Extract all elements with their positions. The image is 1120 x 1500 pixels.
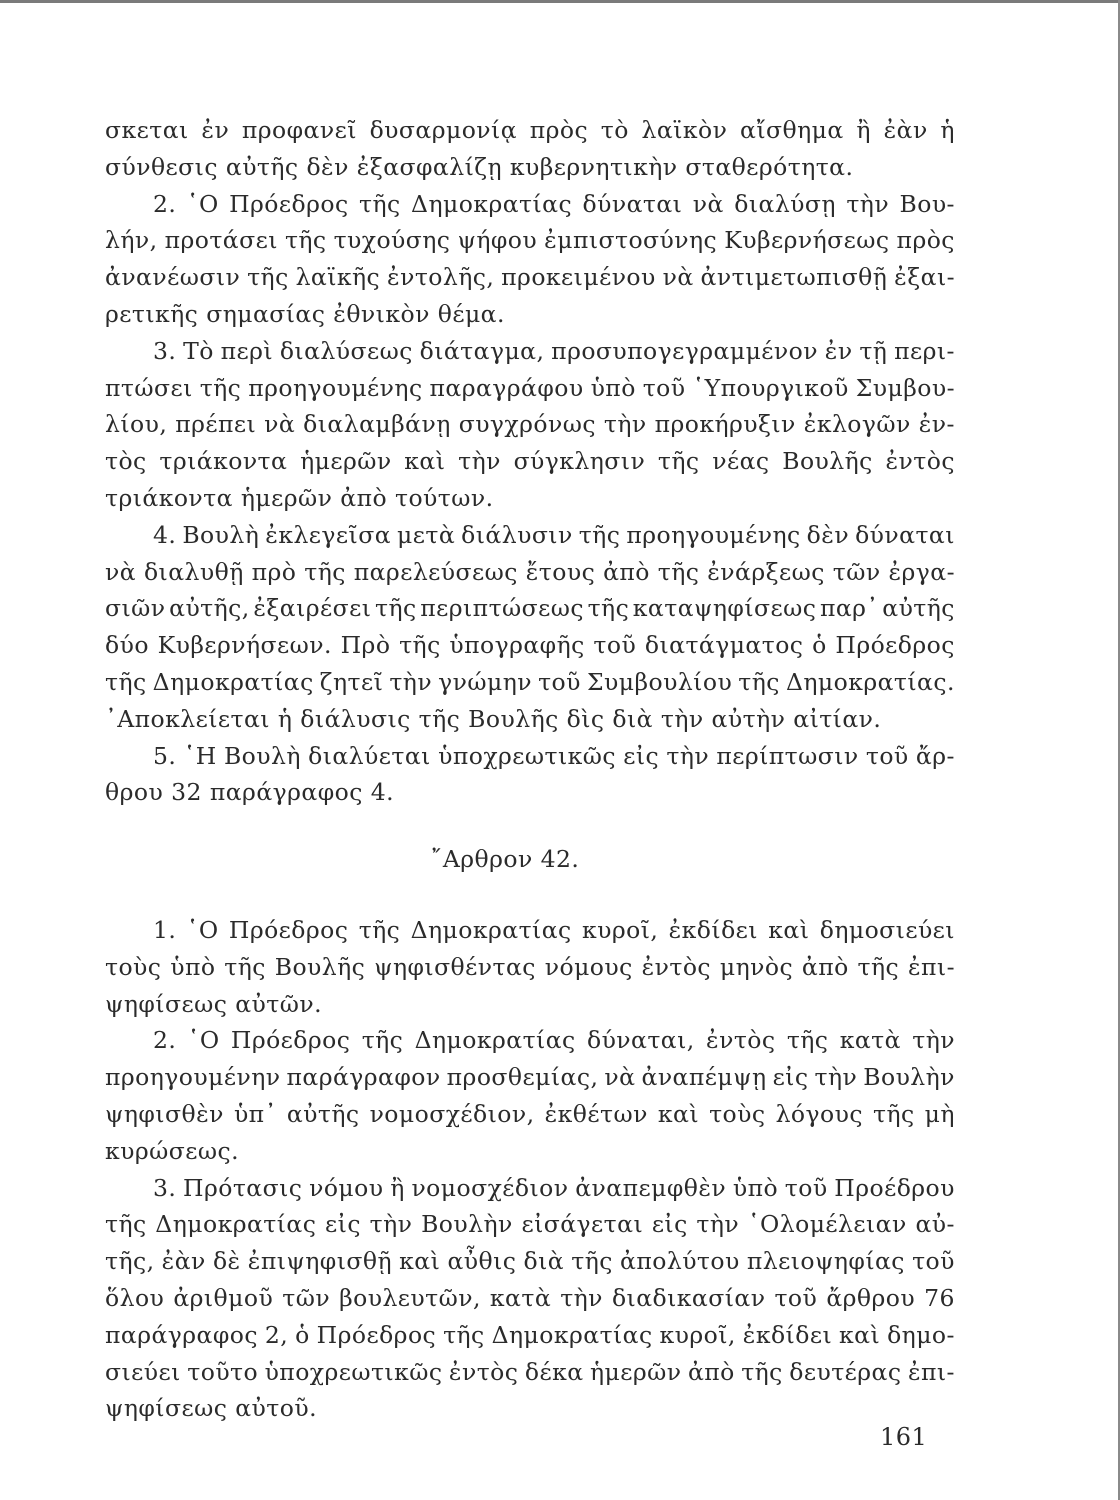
text-line: ἀνανέωσιν τῆς λαϊκῆς ἐντολῆς, προκειμένου νὰ ἀντιμετωπισθῇ ἐξαι- [105,263,955,292]
text-line: πτώσει τῆς προηγουμένης παραγράφου ὑπὸ τοῦ ῾Υπουργικοῦ Συμβου- [105,373,955,402]
text-line: τριάκοντα ἡμερῶν ἀπὸ τούτων. [105,483,494,512]
text-line: 1. ῾Ο Πρόεδρος τῆς Δημοκρατίας κυροῖ, ἐκδίδει καὶ δημοσιεύει [153,915,955,944]
text-line: κυρώσεως. [105,1136,240,1165]
text-line: προηγουμένην παράγραφον προσθεμίας, νὰ ἀναπέμψῃ εἰς τὴν Βουλὴν [105,1063,955,1092]
text-line: 2. ῾Ο Πρόεδρος τῆς Δημοκρατίας δύναται, ἐντὸς τῆς κατὰ τὴν [153,1026,955,1055]
scan-top-edge [0,0,1120,3]
text-line: ψηφίσεως αὐτῶν. [105,989,323,1018]
text-line: θρου 32 παράγραφος 4. [105,778,395,807]
text-line: σκεται ἐν προφανεῖ δυσαρμονίᾳ πρὸς τὸ λαϊκὸν αἴσθημα ἢ ἐὰν ἡ [105,116,955,144]
text-line: τὸς τριάκοντα ἡμερῶν καὶ τὴν σύγκλησιν τῆς νέας Βουλῆς ἐντὸς [105,447,955,476]
text-line: τοὺς ὑπὸ τῆς Βουλῆς ψηφισθέντας νόμους ἐντὸς μηνὸς ἀπὸ τῆς ἐπι- [105,952,955,981]
text-block-top [105,112,955,811]
text-line: λίου, πρέπει νὰ διαλαμβάνῃ συγχρόνως τὴν προκήρυξιν ἐκλογῶν ἐν- [105,410,955,439]
text-line: 3. Πρότασις νόμου ἢ νομοσχέδιον ἀναπεμφθὲν ὑπὸ τοῦ Προέδρου [153,1173,955,1202]
text-line: 2. ῾Ο Πρόεδρος τῆς Δημοκρατίας δύναται νὰ διαλύσῃ τὴν Βου- [153,189,955,218]
text-line: σύνθεσις αὐτῆς δὲν ἐξασφαλίζῃ κυβερνητικὴν σταθερότητα. [105,152,854,181]
text-line: ὅλου ἀριθμοῦ τῶν βουλευτῶν, κατὰ τὴν διαδικασίαν τοῦ ἄρθρου 76 [105,1283,955,1312]
text-line: τῆς, ἐὰν δὲ ἐπιψηφισθῇ καὶ αὖθις διὰ τῆς ἀπολύτου πλειοψηφίας τοῦ [105,1247,955,1276]
text-line: ψηφισθὲν ὑπ᾽ αὐτῆς νομοσχέδιον, ἐκθέτων καὶ τοὺς λόγους τῆς μὴ [105,1099,955,1128]
article-heading: ῎Αρθρον 42. [430,845,580,874]
text-line: δύο Κυβερνήσεων. Πρὸ τῆς ὑπογραφῆς τοῦ διατάγματος ὁ Πρόεδρος [105,631,955,660]
text-line: λήν, προτάσει τῆς τυχούσης ψήφου ἐμπιστοσύνης Κυβερνήσεως πρὸς [105,226,955,255]
text-line: ᾽Αποκλείεται ἡ διάλυσις τῆς Βουλῆς δὶς διὰ τὴν αὐτὴν αἰτίαν. [105,704,882,733]
text-block-bottom [105,912,955,1427]
text-line: σιῶν αὐτῆς, ἐξαιρέσει τῆς περιπτώσεως τῆς καταψηφίσεως παρ᾽ αὐτῆς [105,594,955,623]
page-number: 161 [880,1423,928,1451]
text-line: 4. Βουλὴ ἐκλεγεῖσα μετὰ διάλυσιν τῆς προηγουμένης δὲν δύναται [153,520,955,549]
text-line: παράγραφος 2, ὁ Πρόεδρος τῆς Δημοκρατίας κυροῖ, ἐκδίδει καὶ δημο- [105,1320,955,1349]
page-body [105,112,955,1427]
text-line: νὰ διαλυθῇ πρὸ τῆς παρελεύσεως ἔτους ἀπὸ τῆς ἐνάρξεως τῶν ἐργα- [105,557,955,586]
text-line: 3. Τὸ περὶ διαλύσεως διάταγμα, προσυπογεγραμμένον ἐν τῇ περι- [153,336,955,365]
text-line: τῆς Δημοκρατίας εἰς τὴν Βουλὴν εἰσάγεται εἰς τὴν ῾Ολομέλειαν αὐ- [105,1210,955,1239]
text-line: ρετικῆς σημασίας ἐθνικὸν θέμα. [105,299,505,328]
text-line: σιεύει τοῦτο ὑποχρεωτικῶς ἐντὸς δέκα ἡμερῶν ἀπὸ τῆς δευτέρας ἐπι- [105,1357,955,1386]
text-line: 5. ῾Η Βουλὴ διαλύεται ὑποχρεωτικῶς εἰς τὴν περίπτωσιν τοῦ ἄρ- [153,741,955,770]
text-line: τῆς Δημοκρατίας ζητεῖ τὴν γνώμην τοῦ Συμβουλίου τῆς Δημοκρατίας. [105,667,955,696]
text-line: ψηφίσεως αὐτοῦ. [105,1394,317,1423]
